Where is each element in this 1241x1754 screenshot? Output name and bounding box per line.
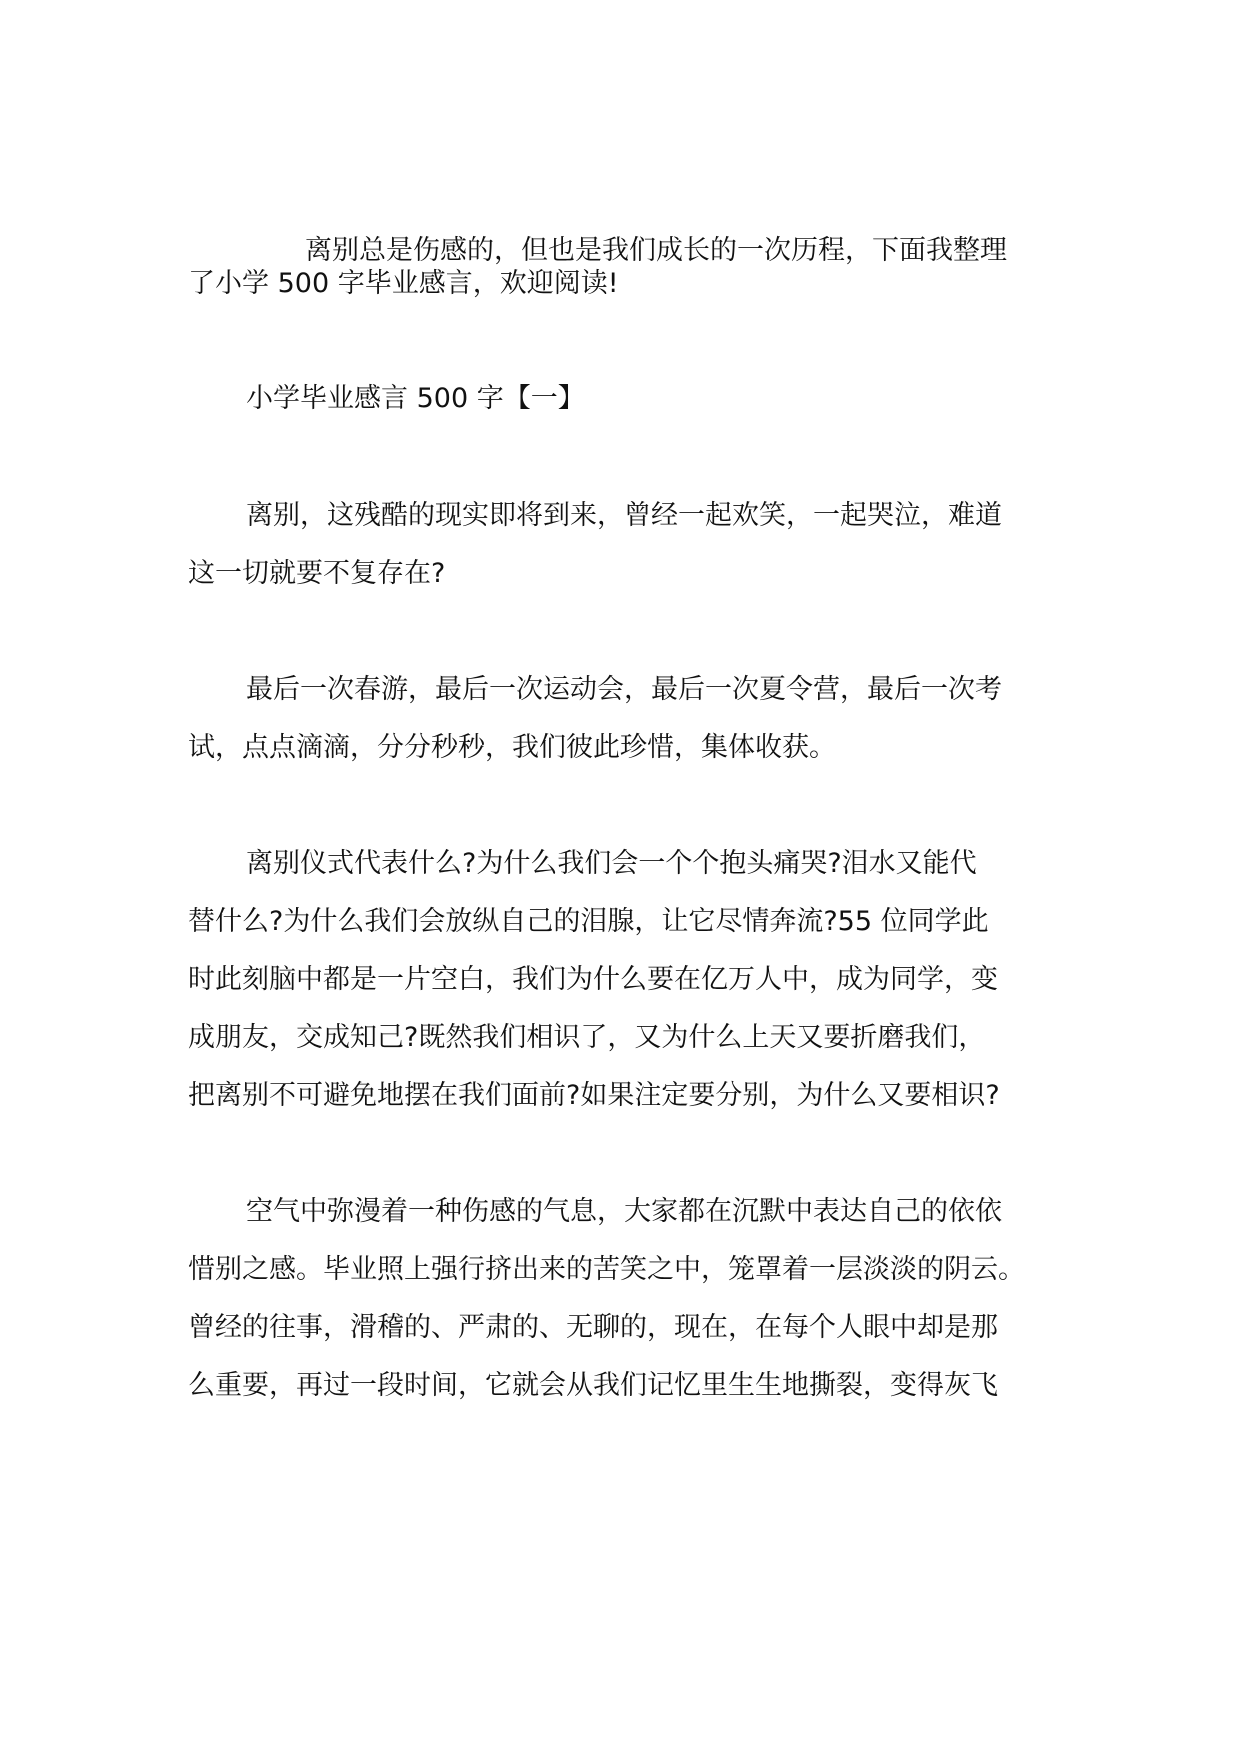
- paragraph-line: 时此刻脑中都是一片空白，我们为什么要在亿万人中，成为同学，变: [188, 964, 998, 995]
- paragraph-line: 曾经的往事，滑稽的、严肃的、无聊的，现在，在每个人眼中却是那: [188, 1312, 998, 1343]
- paragraph-line: 替什么?为什么我们会放纵自己的泪腺，让它尽情奔流?55 位同学此: [188, 906, 989, 937]
- paragraph-line: 成朋友，交成知己?既然我们相识了，又为什么上天又要折磨我们，: [188, 1022, 986, 1053]
- intro-line: 离别总是伤感的，但也是我们成长的一次历程，下面我整理: [305, 235, 1007, 266]
- paragraph-line: 最后一次春游，最后一次运动会，最后一次夏令营，最后一次考: [246, 674, 1002, 705]
- intro-line: 了小学 500 字毕业感言，欢迎阅读!: [188, 268, 619, 299]
- paragraph-line: 惜别之感。毕业照上强行挤出来的苦笑之中，笼罩着一层淡淡的阴云。: [188, 1254, 1025, 1285]
- section-heading: 小学毕业感言 500 字【一】: [246, 383, 585, 414]
- paragraph-line: 离别仪式代表什么?为什么我们会一个个抱头痛哭?泪水又能代: [246, 848, 977, 879]
- paragraph-line: 把离别不可避免地摆在我们面前?如果注定要分别，为什么又要相识?: [188, 1080, 1000, 1111]
- paragraph-line: 试，点点滴滴，分分秒秒，我们彼此珍惜，集体收获。: [188, 732, 836, 763]
- paragraph-line: 空气中弥漫着一种伤感的气息，大家都在沉默中表达自己的依依: [246, 1196, 1002, 1227]
- paragraph-line: 么重要，再过一段时间，它就会从我们记忆里生生地撕裂，变得灰飞: [188, 1370, 998, 1401]
- paragraph-line: 离别，这残酷的现实即将到来，曾经一起欢笑，一起哭泣，难道: [246, 500, 1002, 531]
- paragraph-line: 这一切就要不复存在?: [188, 558, 446, 589]
